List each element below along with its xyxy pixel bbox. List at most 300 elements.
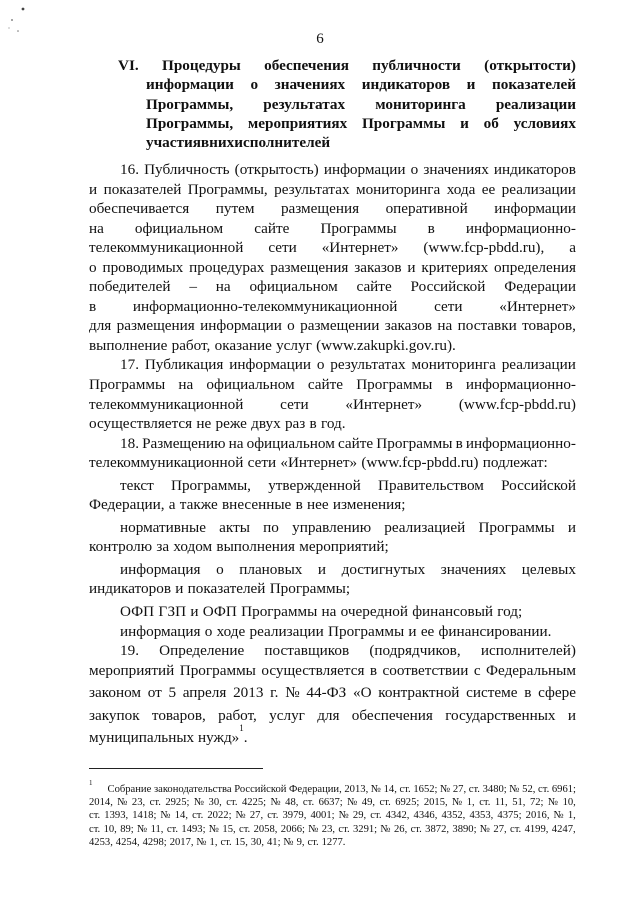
word: ст. (302, 797, 315, 809)
word: 44-ФЗ (306, 684, 347, 702)
word: (открытость) (234, 161, 319, 178)
word: сети (268, 239, 297, 257)
word: 3890; (452, 823, 477, 835)
paragraph-19-line: муниципальных нужд» (89, 729, 240, 747)
word: Федеральным (486, 661, 576, 679)
word: работ, (171, 336, 211, 354)
word: реализации (249, 622, 324, 640)
word: них (209, 134, 235, 152)
word: ст. (479, 797, 491, 809)
paragraph-19-line (89, 706, 576, 726)
word: исполнителей) (480, 642, 576, 660)
word: нормативные (120, 518, 206, 536)
word: мероприятий (89, 661, 175, 679)
paragraph-16-line (89, 316, 576, 336)
word: за (156, 538, 170, 556)
footnote-first-line (89, 779, 576, 796)
word: 19. (120, 642, 139, 660)
word: текст (120, 476, 154, 494)
word: 2022; (207, 810, 232, 822)
list-item-line (89, 518, 576, 538)
word: о (287, 317, 295, 335)
heading-line (118, 95, 576, 114)
word: официальном (206, 376, 295, 394)
word: 29, (352, 810, 367, 822)
word: 11, (150, 823, 164, 835)
word: 89; (120, 823, 134, 835)
word: ст. (226, 797, 238, 809)
word: № (452, 797, 463, 809)
word: 16. (120, 161, 139, 178)
word: индикаторов (493, 161, 576, 178)
word: и (567, 706, 576, 724)
word: путем (215, 200, 255, 218)
word: 1418; (132, 810, 157, 822)
word: «О (352, 684, 372, 702)
footnote (89, 779, 576, 849)
word: № (283, 836, 294, 848)
word: осуществляется (261, 661, 365, 679)
paragraph-17-line (89, 414, 576, 434)
word: год; (497, 603, 523, 621)
word: мониторинга (411, 356, 496, 374)
word: «Интернет» (499, 297, 576, 315)
word: 15, (234, 836, 248, 848)
word: 49, (361, 797, 376, 809)
paragraph-16-line (89, 258, 576, 278)
word: в (309, 415, 317, 433)
word: ГЗП (158, 603, 187, 621)
word: в (445, 376, 453, 394)
word: изменения; (332, 496, 406, 514)
word: 1393, (104, 810, 129, 822)
word: реализацией (384, 518, 466, 536)
paragraph-16-line (89, 199, 576, 219)
word: обеспечения (264, 57, 349, 74)
word: ст. (338, 823, 350, 835)
paragraph-19-last-line: муниципальных нужд» 1 . (89, 723, 248, 747)
word: 30, (250, 836, 265, 848)
word: на (437, 317, 453, 335)
word: сети (280, 395, 309, 413)
heading-line (118, 56, 576, 75)
paragraph-16-line (89, 336, 576, 356)
word: и (407, 258, 416, 276)
word: 4225; (241, 797, 267, 809)
word: также (179, 496, 218, 514)
word: № (380, 823, 391, 835)
paragraph-17-line (89, 355, 576, 375)
word: № (308, 823, 319, 835)
word: Федерации, (89, 496, 165, 514)
word: услуг (269, 706, 305, 724)
word: обеспечения (351, 706, 433, 724)
word: № (338, 810, 349, 822)
word: 1493; (181, 823, 206, 835)
word: хода (446, 180, 476, 198)
word: 27, (493, 823, 507, 835)
word: услуг (276, 336, 312, 354)
word: о (204, 622, 213, 640)
word: 2015, (423, 797, 448, 809)
word: значениях (440, 560, 507, 578)
word: от (147, 684, 162, 702)
word: определения (494, 258, 576, 276)
list-item-line (89, 537, 576, 557)
word: результатах (330, 356, 406, 374)
word: 4254, (115, 836, 140, 848)
word: и (460, 114, 469, 132)
word: 26, (393, 823, 408, 835)
word: ст. (220, 836, 232, 848)
word: о (250, 76, 259, 94)
word: информации (200, 317, 282, 335)
body-text (89, 160, 576, 748)
word: финансовый (412, 603, 494, 621)
word: 17. (120, 356, 139, 374)
word: Программы, (187, 180, 268, 198)
word: в (427, 219, 435, 237)
word: процедурах (189, 258, 265, 276)
word: индикаторов (89, 580, 171, 598)
word: закупок (89, 706, 140, 724)
word: год. (320, 415, 346, 433)
word: информационно- (465, 434, 576, 452)
word: контролю (89, 538, 153, 556)
word: в (295, 496, 303, 514)
word: ст. (510, 823, 522, 835)
section-heading (118, 56, 576, 152)
word: сфере (538, 684, 576, 702)
word: 4247, (551, 823, 576, 835)
word: ее (420, 622, 435, 640)
word: (открытости) (484, 57, 576, 74)
word: 4342, (385, 810, 410, 822)
word: Размещению (142, 434, 226, 452)
word: государственных (445, 706, 556, 724)
word: 5 (168, 684, 177, 702)
word: № (270, 797, 281, 809)
word: показателей (492, 76, 576, 94)
word: (www.fcp-pbdd.ru) (458, 395, 576, 413)
word: на (215, 278, 231, 296)
paragraph-16-line (89, 219, 576, 239)
word: Правительством (378, 476, 484, 494)
word: ст. (166, 823, 179, 835)
word: (www.fcp-pbdd.ru), (423, 239, 545, 257)
word: и (175, 580, 184, 598)
word: 2925; (165, 797, 190, 809)
word: поставщиков (264, 642, 350, 660)
word: VI. (118, 57, 139, 74)
word: № (547, 797, 559, 809)
word: результатах (263, 95, 346, 113)
word: ст. (410, 823, 422, 835)
word: ст. (192, 810, 204, 822)
word: 1, (567, 810, 576, 822)
word: ходом (173, 538, 213, 556)
word: реализации (501, 180, 576, 198)
word: ст. (89, 810, 101, 822)
word: 2014, (89, 797, 113, 809)
word: проводимых (102, 258, 184, 276)
word: очередной (340, 603, 408, 621)
word: Определение (159, 642, 245, 660)
word: ее (481, 180, 496, 198)
word: 18. (120, 434, 139, 452)
word: и (567, 518, 576, 536)
word: 4253, (89, 836, 113, 848)
word: 4001; (310, 810, 335, 822)
word: официальном (134, 219, 224, 237)
word: № (479, 823, 491, 835)
word: 2017, (169, 836, 194, 848)
footnote-line (89, 836, 576, 849)
word: 30, (208, 797, 222, 809)
word: информации (323, 161, 406, 178)
word: Программы (179, 661, 256, 679)
word: № (285, 684, 300, 702)
word: 15, (222, 823, 236, 835)
word: Программы; (269, 580, 351, 598)
word: по (263, 518, 279, 536)
word: для (317, 706, 340, 724)
word: не (196, 415, 212, 433)
word: 4375; (497, 810, 522, 822)
word: телекоммуникационной (89, 395, 244, 413)
word: № (347, 797, 358, 809)
word: и (190, 603, 199, 621)
word: на (178, 376, 194, 394)
word: финансировании. (438, 622, 552, 640)
word: информация (120, 622, 201, 640)
footnote-line (89, 796, 576, 809)
word: апреля (182, 684, 227, 702)
word: 10, (562, 797, 576, 809)
word: 9, (296, 836, 305, 848)
word: оказание (214, 336, 272, 354)
heading-line (118, 114, 576, 133)
footnote-line (89, 809, 576, 822)
word: сайте (337, 434, 374, 452)
footnote-line (89, 823, 576, 836)
word: 1, (466, 797, 475, 809)
word: мониторинга (355, 180, 441, 198)
list-item-line (89, 476, 576, 496)
word: товаров, (151, 706, 206, 724)
word: ст. (239, 823, 251, 835)
word: управлению (292, 518, 372, 536)
paragraph-19-line (89, 641, 576, 661)
word: информации (146, 76, 234, 94)
list-item-line (89, 602, 576, 622)
word: реализации (495, 95, 576, 113)
word: ст. (267, 810, 279, 822)
word: сети (434, 297, 463, 315)
word: 41; (267, 836, 281, 848)
word: и (408, 622, 417, 640)
word: официальном (246, 434, 335, 452)
word: на (89, 219, 104, 237)
word: внесенные (222, 496, 292, 514)
word: 72; (529, 797, 544, 809)
word: – (189, 278, 197, 296)
word: контрактной (378, 684, 460, 702)
word: на (321, 603, 337, 621)
word: 4346, (413, 810, 438, 822)
word: и (317, 560, 327, 578)
word: соответствии (382, 661, 469, 679)
word: 48, (285, 797, 299, 809)
word: 2013 (233, 684, 264, 702)
word: показателей (103, 180, 182, 198)
word: 4352, (441, 810, 466, 822)
word: 27, (249, 810, 264, 822)
word: системе (466, 684, 518, 702)
word: выполнение (89, 336, 168, 354)
word: «Интернет» (321, 239, 399, 257)
word: 4353, (469, 810, 494, 822)
word: № (235, 810, 246, 822)
paragraph-18-line (89, 453, 576, 473)
word: показателей (187, 580, 266, 598)
word: результатах (274, 180, 350, 198)
list-item-line (89, 495, 576, 515)
list-item-line (89, 622, 576, 642)
word: достигнутых (341, 560, 426, 578)
word: плановых (239, 560, 303, 578)
word: ходе (216, 622, 246, 640)
paragraph-16-line (89, 238, 576, 258)
heading-line (118, 75, 576, 94)
word: 2058, (253, 823, 278, 835)
word: (подрядчиков, (369, 642, 461, 660)
word: ст. (307, 836, 319, 848)
word: товаров, (522, 317, 576, 335)
word: победителей (89, 278, 171, 296)
word: № (208, 823, 220, 835)
word: 6925; (395, 797, 420, 809)
list-item-line (89, 560, 576, 580)
heading-line (118, 133, 576, 152)
word: раз (284, 415, 306, 433)
word: информационно- (465, 219, 576, 237)
paragraph-19-line (89, 661, 576, 681)
word: (www.fcp-pbdd.ru) (361, 454, 479, 472)
word: целевых (521, 560, 576, 578)
paragraph-16-line (89, 160, 576, 180)
paragraph-17-line (89, 395, 576, 415)
word: Программы, (146, 95, 234, 113)
word: телекоммуникационной (89, 454, 244, 472)
word: сайте (356, 278, 392, 296)
word: 3291; (352, 823, 378, 835)
word: «Интернет» (280, 454, 358, 472)
word: в (524, 684, 532, 702)
word: исполнителей (234, 134, 331, 152)
word: мероприятий; (299, 538, 389, 556)
word: мероприятиях (247, 114, 348, 132)
word: а (569, 239, 576, 257)
word: участия (146, 134, 201, 152)
word: 51, (512, 797, 526, 809)
word: заказов (384, 317, 433, 335)
word: № (137, 823, 148, 835)
word: реже (215, 415, 247, 433)
word: сети (247, 454, 277, 472)
word: поставки (457, 317, 517, 335)
paragraph-18-line (89, 434, 576, 454)
word: а (168, 496, 176, 514)
word: о (316, 356, 325, 374)
word: сайте (254, 219, 290, 237)
word: акты (219, 518, 250, 536)
word: о (216, 560, 224, 578)
word: Процедуры (162, 57, 241, 74)
word: Программы (320, 219, 397, 237)
word: Программы (328, 622, 405, 640)
word: 4298; (142, 836, 167, 848)
word: осуществляется (89, 415, 193, 433)
word: 10, (103, 823, 117, 835)
word: двух (251, 415, 281, 433)
word: (www.zakupki.gov.ru). (316, 336, 456, 354)
word: информации (229, 356, 311, 374)
word: сайте (307, 376, 344, 394)
word: ст. (149, 797, 161, 809)
word: с (473, 661, 481, 679)
word: на (228, 434, 244, 452)
footnote-marker: 1 (89, 779, 93, 787)
word: размещения (280, 200, 360, 218)
word: № (193, 797, 205, 809)
word: ст. (89, 823, 101, 835)
word: для (89, 317, 112, 335)
word: 1, (209, 836, 218, 848)
word: размещении (300, 317, 380, 335)
paragraph-16-line (89, 297, 576, 317)
word: Российской (501, 476, 576, 494)
word: условиях (513, 114, 576, 132)
paragraph-19-line (89, 683, 576, 703)
word: информация (120, 560, 201, 578)
word: 3979, (282, 810, 307, 822)
word: № (160, 810, 171, 822)
word: в (200, 134, 210, 152)
word: ОФП (202, 603, 237, 621)
word: 2016, (525, 810, 550, 822)
footnote-reference[interactable]: 1 (239, 723, 244, 734)
word: размещения (270, 258, 349, 276)
word: Программы (361, 114, 446, 132)
footnote-line: Собрание законодательства Российской Федерации, 2013, № 14, ст. 1652; № 27, ст. 3480; № 52, ст. 6961; (107, 784, 576, 795)
word: законом (89, 684, 141, 702)
word: индикаторов (361, 76, 451, 94)
word: Программы, (171, 476, 251, 494)
word: о (89, 258, 97, 276)
paragraph-16-line (89, 180, 576, 200)
word: ст. (379, 797, 391, 809)
word: 1277. (321, 836, 346, 848)
word: об (483, 114, 499, 132)
word: значениях (423, 161, 489, 178)
word: ОФП (120, 603, 155, 621)
word: информационно-телекоммуникационной (132, 297, 398, 315)
word: 6637; (318, 797, 343, 809)
word: размещения (116, 317, 195, 335)
word: № (553, 810, 564, 822)
word: в (89, 297, 97, 315)
